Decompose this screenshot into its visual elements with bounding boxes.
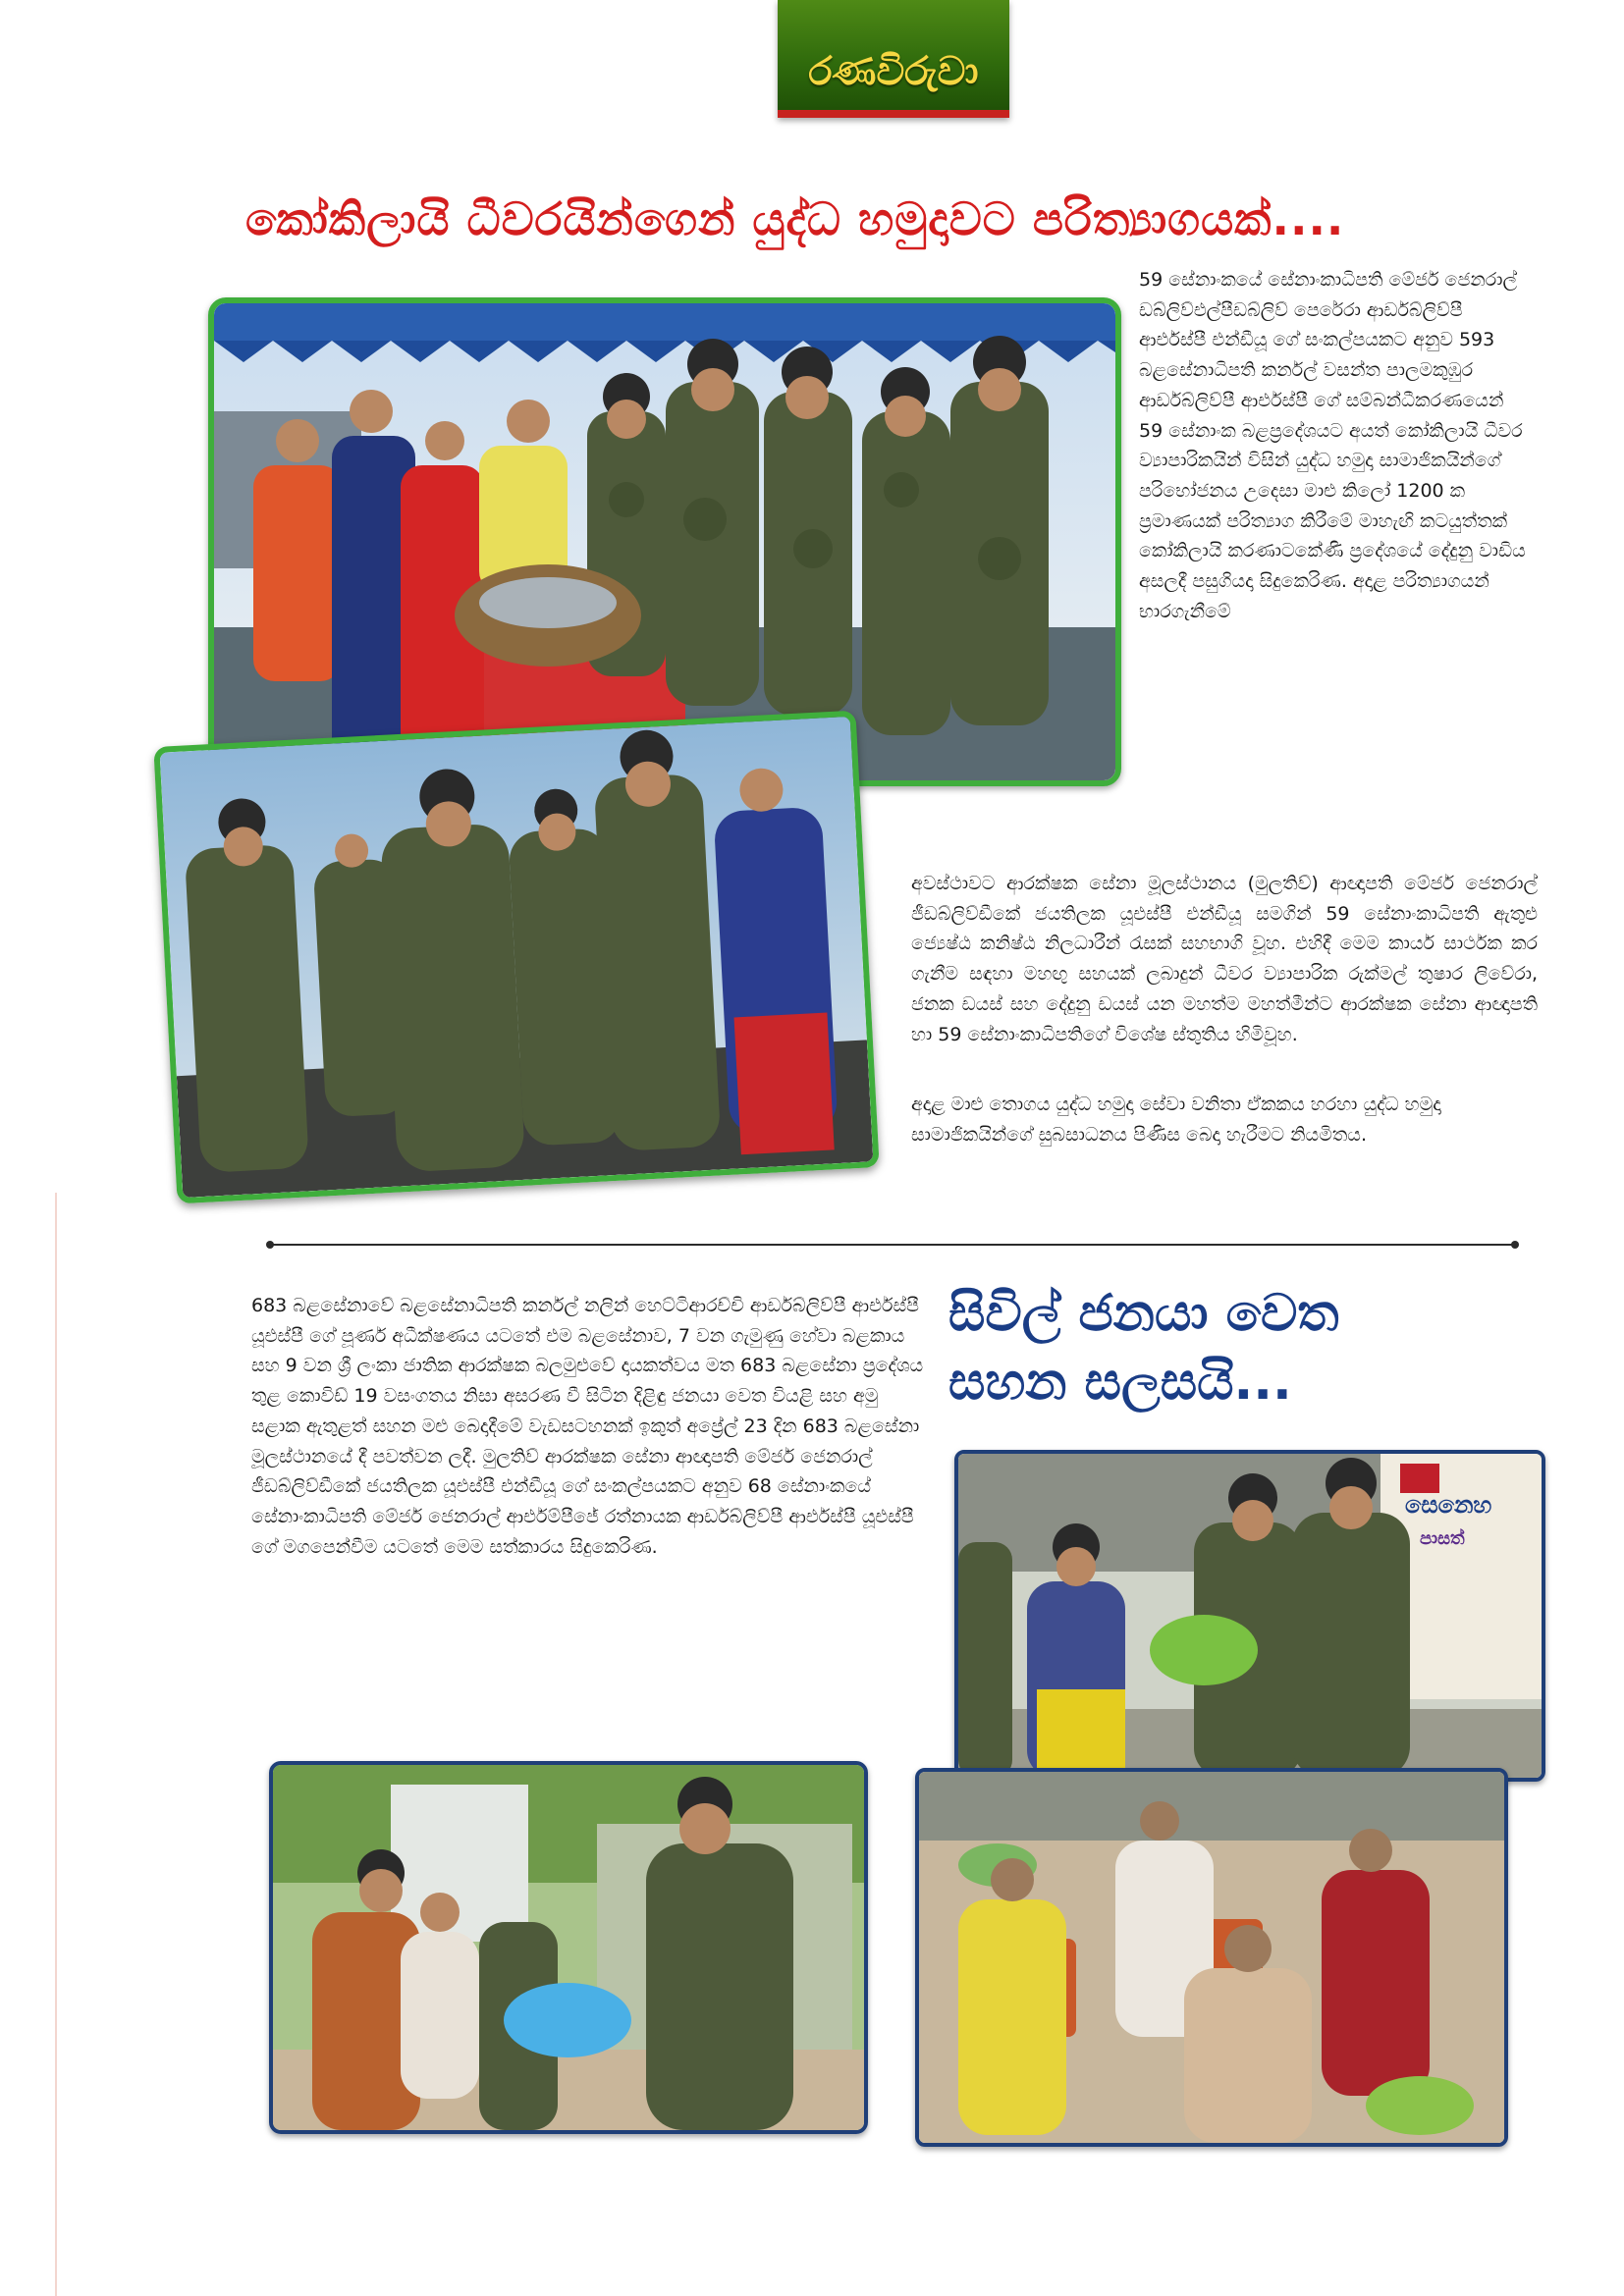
masthead-title: රණවිරුවා	[808, 49, 979, 94]
section-divider	[270, 1244, 1515, 1246]
article2-paragraph: 683 බළසේනාවේ බළසේනාධිපති කර්නල් නලින් හෙට්ටිආරච්චි ආර්ඩබ්ලිව්පී ආර්එස්පී යූඑස්පී ගේ පූර්ණ අධීක්ෂණය යටතේ එම බළසේනාව, 7 වන ගැමුණු හේවා බළකාය සහ 9 වන ශ්‍රී ලංකා ජාතික ආරක්ෂක බලමුළුවේ දායකත්වය මත 683 බළසේනා ප්‍රදේශය තුළ කොවිඩ් 19 වසංගතය නිසා අසරණ වී සිටින දිළිඳු ජනයා වෙත වියළි සහ අමු සළාක ඇතුළත් සහන මළු බෙදාදීමේ වැඩසටහනක් ඉකුත් අප්‍රේල් 23 දින 683 බළසේනා මූලස්ථානයේ දී පවත්වන ලදී. මුලතිව් ආරක්ෂක සේනා ආඥාපති මේජර් ජෙනරාල් ජීඩබ්ලිව්ඩීකේ ජයතිලක යූඑස්පී එන්ඩීයූ ගේ සංකල්පයකට අනුව 68 සේනාංකයේ සේනාංකාධිපති මේජර් ජෙනරාල් ආර්එම්පීජේ රත්නායක ආර්ඩබ්ලිව්පී ආර්එස්පී යූඑස්පී ගේ මගපෙන්වීම යටතේ මෙම සත්කාරය සිදුකෙරිණ.	[251, 1295, 924, 1558]
article2-headline-line2: සහන සලසයි...	[948, 1353, 1292, 1413]
relief-handover-photo	[954, 1450, 1545, 1782]
officers-photo	[153, 711, 879, 1204]
article1-headline: කෝකිලායි ධීවරයින්ගෙන් යුද්ධ හමුදාවට පරිත්‍යාගයක්....	[245, 192, 1345, 245]
elderly-recipients-photo	[915, 1768, 1508, 2147]
banner-text: සෙනෙහ	[1405, 1491, 1492, 1519]
fish-donation-photo	[208, 297, 1121, 786]
article1-paragraph2: අදාළ මාළු තොගය යුද්ධ හමුදා සේවා වනිතා ඒකකය හරහා යුද්ධ හමුදා සාමාජිකයින්ගේ සුබසාධනය පිණිස බෙදා හැරීමට නියමිතය.	[911, 1094, 1441, 1146]
article1-paragraph1b: අවස්ථාවට ආරක්ෂක සේනා මූලස්ථානය (මුලතිව්) ආඥාපති මේජර් ජෙනරාල් ජීඩබ්ලිව්ඩීකේ ජයතිලක යූඑස්පී එන්ඩීයූ සමගින් 59 සේනාංකාධිපති ඇතුළු ජ්‍යෙෂ්ඨ කනිෂ්ඨ නිලධාරීන් රැසක් සහභාගි වූහ. එහිදී මෙම කාර්ය සාර්ථක කර ගැනීම සඳහා මහඟු සහයක් ලබාදුන් ධීවර ව්‍යාපාරික රුක්මල් තුෂාර ලිවේරා, ජනක ඩයස් සහ දේදුනු ඩයස් යන මහත්ම මහත්මීන්ට ආරක්ෂක සේනා ආඥාපති හා 59 සේනාංකාධිපතිගේ විශේෂ ස්තුතිය හිමිවූහ.	[911, 873, 1538, 1045]
banner-text-2: පාසත්	[1420, 1528, 1465, 1549]
article2-headline	[948, 1279, 1498, 1416]
family-relief-photo	[269, 1761, 868, 2134]
article1-paragraph1: 59 සේනාංකයේ සේනාංකාධිපති මේජර් ජෙනරාල් ඩබ්ලිව්එල්පීඩබ්ලිව් පෙරේරා ආර්ඩබ්ලිව්පී ආර්එස්පී එන්ඩීයූ ගේ සංකල්පයකට අනුව 593 බළසේනාධිපති කර්නල් වසන්ත පාලමකුඹුර ආර්ඩබ්ලිව්පී ආර්එස්පී ගේ සම්බන්ධීකරණයෙන් 59 සේනාංක බළප්‍රදේශයට අයත් කෝකිලායි ධීවර ව්‍යාපාරිකයින් විසින් යුද්ධ හමුදා සාමාජිකයින්ගේ පරිභෝජනය උදෙසා මාළු කිලෝ 1200 ක ප්‍රමාණයක් පරිත්‍යාග කිරීමේ මාහැඟි කටයුත්තක් කෝකිලායි කරණාටකේණි ප්‍රදේශයේ දේදුනු වාඩිය අසලදී පසුගියදා සිදුකෙරිණ. අදාළ පරිත්‍යාගයන් භාරගැනීමේ	[1139, 269, 1526, 622]
margin-rule	[55, 1193, 57, 2296]
masthead-strip	[778, 110, 1009, 118]
masthead-logo	[778, 0, 1009, 118]
article2-headline-line1: සිවිල් ජනයා වෙත	[948, 1284, 1339, 1343]
